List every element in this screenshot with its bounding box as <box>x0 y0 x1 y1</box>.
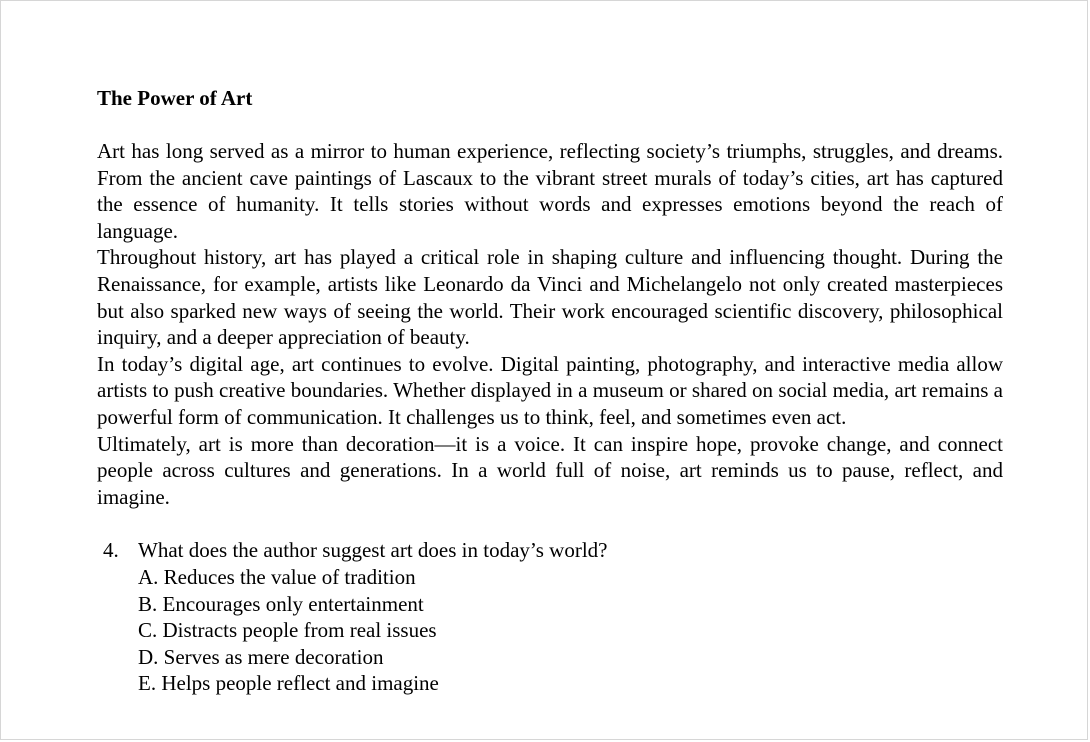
paragraph-1: Art has long served as a mirror to human experience, reflecting society’s triumphs, struggles, and dreams. From the ancient cave paintings of Lascaux to the vibrant street murals of today’s cities, art has captured the essence of humanity. It tells stories without words and expresses emotions beyond the reach of language. <box>97 139 1003 243</box>
document-title: The Power of Art <box>97 86 253 110</box>
question-number-text: 4. <box>103 538 119 563</box>
answer-options <box>97 564 1003 697</box>
paragraph-3: In today’s digital age, art continues to evolve. Digital painting, photography, and interactive media allow artists to push creative boundaries. Whether displayed in a museum or shared on social media, art remains a powerful form of communication. It challenges us to think, feel, and sometimes even act. <box>97 351 1003 429</box>
question-line <box>97 537 1003 564</box>
paragraph-4: Ultimately, art is more than decoration—it is a voice. It can inspire hope, provoke change, and connect people across cultures and generations. In a world full of noise, art reminds us to pause, reflect, and imagine. <box>97 431 1003 509</box>
option-d: D. Serves as mere decoration <box>138 644 384 669</box>
option-a: A. Reduces the value of tradition <box>138 564 416 589</box>
question-block <box>97 537 1003 697</box>
option-c: C. Distracts people from real issues <box>138 618 437 643</box>
option-e: E. Helps people reflect and imagine <box>138 671 439 696</box>
question-text: What does the author suggest art does in today’s world? <box>138 538 608 563</box>
document-content <box>97 85 1003 697</box>
paragraph-2: Throughout history, art has played a critical role in shaping culture and influencing thought. During the Renaissance, for example, artists like Leonardo da Vinci and Michelangelo not only created masterpieces but also sparked new ways of seeing the world. Their work encouraged scientific discovery, philosophical inquiry, and a deeper appreciation of beauty. <box>97 245 1003 350</box>
question-number <box>97 537 138 564</box>
option-b: B. Encourages only entertainment <box>138 591 424 616</box>
